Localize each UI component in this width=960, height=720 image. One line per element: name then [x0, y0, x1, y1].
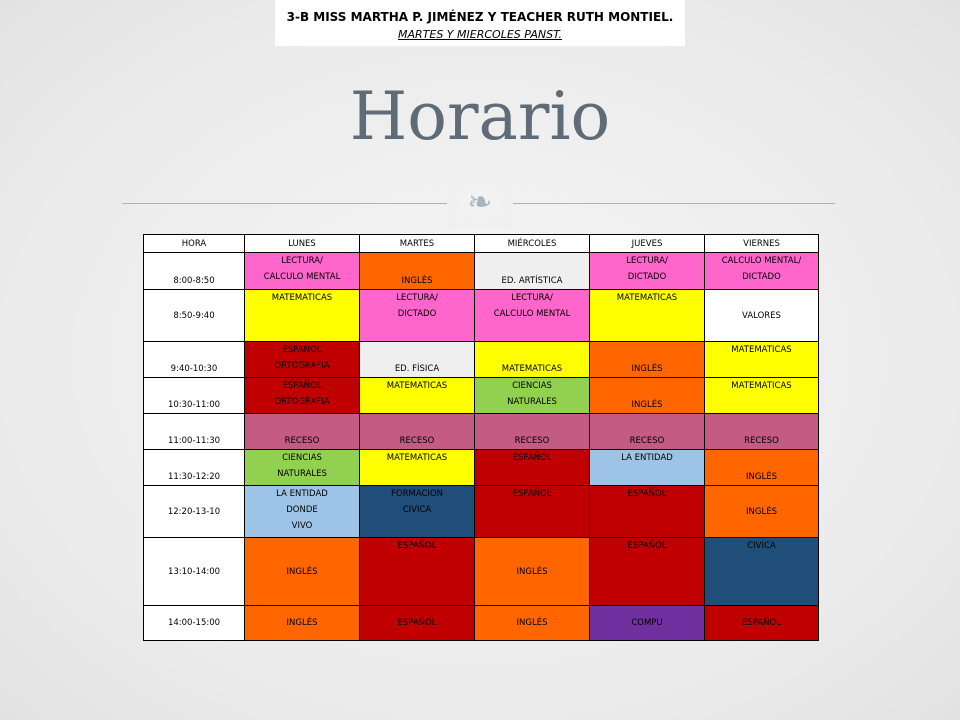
- schedule-cell: ESPAÑOL: [360, 606, 475, 641]
- schedule-cell: MATEMATICAS: [590, 290, 705, 342]
- table-row: [144, 378, 819, 414]
- schedule-cell: INGLÉS: [245, 606, 360, 641]
- schedule-cell: MATEMATICAS: [360, 378, 475, 414]
- schedule-cell: LECTURA/ CALCULO MENTAL: [245, 253, 360, 290]
- schedule-cell: RECESO: [360, 414, 475, 450]
- schedule-cell: ESPAÑOL: [705, 606, 819, 641]
- schedule-cell: VALORES: [705, 290, 819, 342]
- schedule-cell: ESPAÑOL: [590, 486, 705, 538]
- schedule-cell: LA ENTIDAD DONDE VIVO: [245, 486, 360, 538]
- column-header: JUEVES: [590, 235, 705, 253]
- schedule-cell: CIVICA: [705, 538, 819, 606]
- time-cell: 13:10-14:00: [144, 538, 245, 606]
- schedule-cell: INGLÉS: [475, 606, 590, 641]
- schedule-cell: INGLÉS: [590, 342, 705, 378]
- time-cell: 8:50-9:40: [144, 290, 245, 342]
- leaf-flourish-icon: ❧: [447, 178, 513, 228]
- schedule-cell: ESPAÑOL: [590, 538, 705, 606]
- schedule-cell: LECTURA/ CALCULO MENTAL: [475, 290, 590, 342]
- column-header: LUNES: [245, 235, 360, 253]
- table-row: [144, 606, 819, 641]
- table-row: [144, 290, 819, 342]
- schedule-cell: MATEMATICAS: [245, 290, 360, 342]
- column-header: MARTES: [360, 235, 475, 253]
- table-row: [144, 486, 819, 538]
- schedule-cell: INGLÉS: [705, 486, 819, 538]
- table-row: [144, 538, 819, 606]
- schedule-cell: CIENCIAS NATURALES: [475, 378, 590, 414]
- header-days: MARTES Y MIERCOLES PANST.: [398, 28, 562, 41]
- schedule-cell: CIENCIAS NATURALES: [245, 450, 360, 486]
- schedule-cell: LA ENTIDAD: [590, 450, 705, 486]
- table-row: [144, 414, 819, 450]
- table-header-row: [144, 235, 819, 253]
- time-cell: 9:40-10:30: [144, 342, 245, 378]
- time-cell: 14:00-15:00: [144, 606, 245, 641]
- schedule-cell: LECTURA/ DICTADO: [590, 253, 705, 290]
- schedule-cell: ED. FÍSICA: [360, 342, 475, 378]
- schedule-cell: MATEMATICAS: [705, 378, 819, 414]
- schedule-cell: ED. ARTÍSTICA: [475, 253, 590, 290]
- schedule-cell: MATEMATICAS: [475, 342, 590, 378]
- schedule-cell: MATEMATICAS: [360, 450, 475, 486]
- schedule-cell: ESPAÑOL: [360, 538, 475, 606]
- schedule-cell: COMPU: [590, 606, 705, 641]
- schedule-cell: INGLÉS: [360, 253, 475, 290]
- schedule-cell: ESPAÑOL ORTOGRAFIA: [245, 378, 360, 414]
- schedule-cell: LECTURA/ DICTADO: [360, 290, 475, 342]
- schedule-cell: ESPAÑOL: [475, 450, 590, 486]
- table-row: [144, 342, 819, 378]
- schedule-cell: CALCULO MENTAL/ DICTADO: [705, 253, 819, 290]
- table-row: [144, 253, 819, 290]
- schedule-cell: RECESO: [705, 414, 819, 450]
- schedule-cell: MATEMATICAS: [705, 342, 819, 378]
- schedule-cell: INGLÉS: [590, 378, 705, 414]
- header-teachers: 3-B MISS MARTHA P. JIMÉNEZ Y TEACHER RUTH MONTIEL.: [286, 10, 674, 24]
- schedule-cell: ESPAÑOL: [475, 486, 590, 538]
- schedule-cell: RECESO: [245, 414, 360, 450]
- header-box: [275, 0, 685, 46]
- time-cell: 11:30-12:20: [144, 450, 245, 486]
- time-cell: 10:30-11:00: [144, 378, 245, 414]
- table-row: [144, 450, 819, 486]
- column-header: HORA: [144, 235, 245, 253]
- time-cell: 8:00-8:50: [144, 253, 245, 290]
- time-cell: 12:20-13-10: [144, 486, 245, 538]
- schedule-table: [143, 234, 819, 641]
- page-title: Horario: [349, 78, 611, 155]
- schedule-cell: INGLÉS: [245, 538, 360, 606]
- schedule-cell: RECESO: [475, 414, 590, 450]
- schedule-cell: FORMACION CIVICA: [360, 486, 475, 538]
- schedule-cell: INGLÉS: [475, 538, 590, 606]
- schedule-cell: ESPAÑOL ORTOGRAFIA: [245, 342, 360, 378]
- schedule-cell: RECESO: [590, 414, 705, 450]
- column-header: VIERNES: [705, 235, 819, 253]
- time-cell: 11:00-11:30: [144, 414, 245, 450]
- schedule-cell: INGLÉS: [705, 450, 819, 486]
- column-header: MIÉRCOLES: [475, 235, 590, 253]
